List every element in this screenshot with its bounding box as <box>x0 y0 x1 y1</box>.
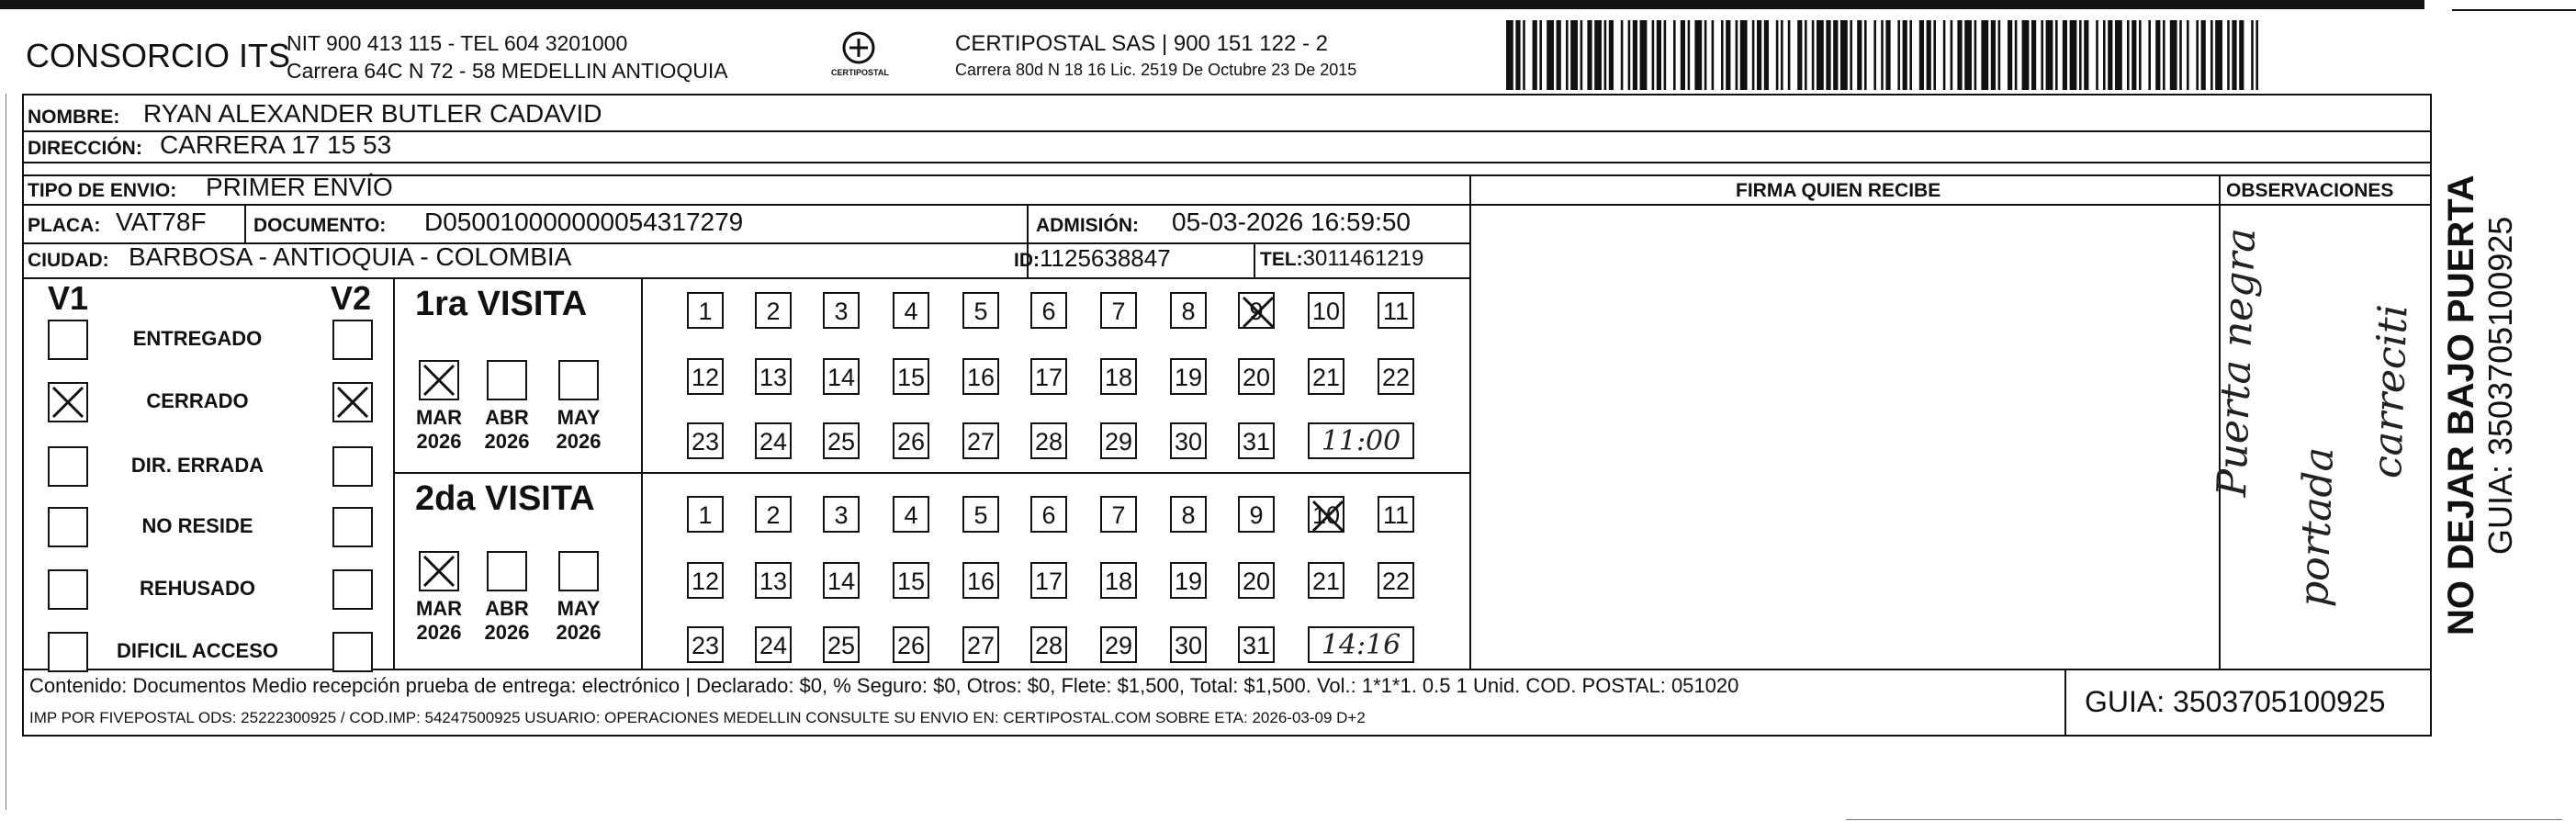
admision-label: ADMISIÓN: <box>1036 215 1139 236</box>
x-mark-icon <box>1240 294 1277 331</box>
top-border-band <box>0 0 2424 9</box>
footer-line-2: IMP POR FIVEPOSTAL ODS: 25222300925 / COD.IMP: 54247500925 USUARIO: OPERACIONES MEDELLIN CONSULTE SU ENVIO EN: CERTIPOSTAL.COM SOBRE ETA: 2026-03-09 D+2 <box>29 709 1366 726</box>
tel-divider <box>1254 242 1255 277</box>
month-checkbox[interactable] <box>558 360 599 400</box>
footer-guia: GUIA: 3503705100925 <box>2085 685 2386 718</box>
day-box[interactable]: 4 <box>893 292 929 329</box>
day-box[interactable]: 5 <box>962 496 999 533</box>
status-row-label: DIR. ERRADA <box>130 454 264 477</box>
day-box[interactable]: 10 <box>1308 292 1344 329</box>
day-box[interactable]: 8 <box>1170 292 1207 329</box>
status-v2-checkbox[interactable] <box>332 382 373 422</box>
day-box[interactable]: 2 <box>755 292 792 329</box>
day-box[interactable]: 20 <box>1238 562 1275 599</box>
day-box[interactable]: 2 <box>755 496 792 533</box>
day-box[interactable]: 14 <box>823 562 860 599</box>
day-box[interactable]: 3 <box>823 292 860 329</box>
day-box[interactable]: 13 <box>755 562 792 599</box>
status-row-label: REHUSADO <box>140 577 255 600</box>
visit-divider <box>393 472 1469 474</box>
obs-handwriting-1: Puerta negra <box>2209 227 2266 498</box>
obs-handwriting-3: carreciti <box>2364 303 2417 479</box>
day-cross-mark <box>1240 294 1277 331</box>
day-box[interactable]: 4 <box>893 496 929 533</box>
status-v2-checkbox[interactable] <box>332 507 373 547</box>
status-v2-checkbox[interactable] <box>332 446 373 487</box>
day-box[interactable]: 27 <box>962 422 999 459</box>
day-number: 10 <box>1311 501 1341 529</box>
firma-divider <box>1469 174 1471 669</box>
day-box[interactable]: 30 <box>1170 626 1207 663</box>
barcode-bars-icon <box>1506 20 2259 90</box>
status-row-label: DIFICIL ACCESO <box>116 639 278 662</box>
row-divider <box>22 204 1469 206</box>
day-box[interactable]: 22 <box>1378 562 1414 599</box>
day-cross-mark <box>1310 498 1346 534</box>
direccion-value: CARRERA 17 15 53 <box>160 130 392 159</box>
day-box[interactable]: 12 <box>687 562 724 599</box>
day-number: 9 <box>1249 298 1264 325</box>
day-box[interactable]: 9 <box>1238 496 1275 533</box>
day-box[interactable]: 23 <box>687 626 724 663</box>
certipostal-logo <box>831 28 889 83</box>
month-label: MAY <box>557 406 601 429</box>
logo-caption: CERTIPOSTAL <box>831 68 889 77</box>
month-year: 2026 <box>416 621 462 644</box>
x-mark-icon <box>334 384 371 421</box>
visit2-title: 2da VISITA <box>415 479 595 518</box>
month-label: ABR <box>485 406 529 429</box>
day-box[interactable]: 11 <box>1378 292 1414 329</box>
day-box[interactable]: 6 <box>1030 292 1067 329</box>
brand-name: CONSORCIO ITS <box>26 37 291 74</box>
day-box[interactable]: 1 <box>687 292 724 329</box>
day-box[interactable]: 16 <box>962 562 999 599</box>
status-v2-checkbox[interactable] <box>332 320 373 360</box>
day-box[interactable]: 3 <box>823 496 860 533</box>
carrier-line-1: CERTIPOSTAL SAS | 900 151 122 - 2 <box>955 31 1328 56</box>
time-box <box>1308 626 1414 663</box>
side-guia: GUIA: 3503705100925 <box>2481 216 2519 555</box>
carrier-line-2: Carrera 80d N 18 16 Lic. 2519 De Octubre 23 De 2015 <box>955 61 1357 79</box>
day-box[interactable]: 11 <box>1378 496 1414 533</box>
day-box[interactable]: 21 <box>1308 562 1344 599</box>
day-box[interactable]: 5 <box>962 292 999 329</box>
day-box[interactable]: 29 <box>1100 422 1137 459</box>
month-year: 2026 <box>416 430 462 453</box>
footer-line-1: Contenido: Documentos Medio recepción prueba de entrega: electrónico | Declarado: $0, % Seguro: $0, Otros: $0, Flete: $1,500, Total: $1,500. Vol.: 1*1*1. 0.5 1 Unid. COD. POSTAL: 051020 <box>29 674 1739 697</box>
placa-label: PLACA: <box>28 215 101 236</box>
day-box[interactable]: 19 <box>1170 358 1207 395</box>
tipo-envio-value: PRIMER ENVÍO <box>206 173 393 201</box>
day-box[interactable]: 28 <box>1030 626 1067 663</box>
day-box[interactable]: 24 <box>755 626 792 663</box>
documento-label: DOCUMENTO: <box>253 215 387 236</box>
observaciones-header: OBSERVACIONES <box>2226 180 2394 201</box>
row-divider <box>22 162 2432 163</box>
status-row-label: ENTREGADO <box>132 327 263 350</box>
nombre-value: RYAN ALEXANDER BUTLER CADAVID <box>143 99 602 128</box>
time-handwritten: 11:00 <box>1321 425 1401 457</box>
day-box[interactable]: 12 <box>687 358 724 395</box>
placa-value: VAT78F <box>116 208 207 236</box>
barcode <box>1506 20 2259 90</box>
tipo-envio-label: TIPO DE ENVIO: <box>28 180 177 201</box>
day-box[interactable]: 6 <box>1030 496 1067 533</box>
month-year: 2026 <box>556 430 602 453</box>
row-divider <box>22 277 1469 279</box>
day-box[interactable]: 1 <box>687 496 724 533</box>
day-box[interactable]: 29 <box>1100 626 1137 663</box>
status-v2-checkbox[interactable] <box>332 632 373 672</box>
day-box[interactable]: 18 <box>1100 358 1137 395</box>
row-divider <box>22 669 2432 670</box>
day-box[interactable] <box>1308 496 1344 533</box>
v2-label: V2 <box>331 279 372 317</box>
month-label: MAR <box>415 406 463 429</box>
month-checkbox[interactable] <box>419 360 459 400</box>
day-box[interactable]: 24 <box>755 422 792 459</box>
status-v2-checkbox[interactable] <box>332 569 373 610</box>
status-row-label: NO RESIDE <box>141 514 253 537</box>
firma-header: FIRMA QUIEN RECIBE <box>1736 180 1941 201</box>
right-edge-line <box>2452 9 2576 11</box>
ciudad-value: BARBOSA - ANTIOQUIA - COLOMBIA <box>129 242 572 271</box>
visit1-title: 1ra VISITA <box>415 285 588 323</box>
day-box[interactable]: 18 <box>1100 562 1137 599</box>
x-mark-icon <box>1310 498 1346 534</box>
bottom-edge-line <box>1846 819 2562 820</box>
day-box[interactable]: 27 <box>962 626 999 663</box>
day-box[interactable]: 22 <box>1378 358 1414 395</box>
nombre-label: NOMBRE: <box>28 107 120 128</box>
day-box[interactable]: 7 <box>1100 496 1137 533</box>
day-box[interactable]: 15 <box>893 358 929 395</box>
month-year: 2026 <box>484 430 530 453</box>
x-mark-icon <box>421 553 457 590</box>
month-checkbox[interactable] <box>487 360 527 400</box>
day-box[interactable]: 17 <box>1030 562 1067 599</box>
month-checkbox[interactable] <box>558 551 599 591</box>
day-box[interactable]: 8 <box>1170 496 1207 533</box>
day-box[interactable]: 23 <box>687 422 724 459</box>
month-label: MAR <box>415 597 463 620</box>
day-box[interactable]: 26 <box>893 422 929 459</box>
day-box[interactable]: 31 <box>1238 422 1275 459</box>
guia-divider <box>2064 669 2066 737</box>
tel-field: TEL:3011461219 <box>1260 246 1424 271</box>
day-box[interactable]: 21 <box>1308 358 1344 395</box>
nit-line-2: Carrera 64C N 72 - 58 MEDELLIN ANTIOQUIA <box>287 59 728 83</box>
month-year: 2026 <box>556 621 602 644</box>
day-box[interactable]: 16 <box>962 358 999 395</box>
row-divider <box>1469 204 2432 206</box>
admision-value: 05-03-2026 16:59:50 <box>1172 208 1411 236</box>
side-warning: NO DEJAR BAJO PUERTA <box>2441 174 2481 635</box>
month-label: ABR <box>485 597 529 620</box>
day-box[interactable]: 17 <box>1030 358 1067 395</box>
month-year: 2026 <box>484 621 530 644</box>
nit-line-1: NIT 900 413 115 - TEL 604 3201000 <box>287 31 628 55</box>
day-box[interactable]: 25 <box>823 626 860 663</box>
month-checkbox[interactable] <box>487 551 527 591</box>
day-box[interactable]: 15 <box>893 562 929 599</box>
time-box <box>1308 422 1414 459</box>
day-box[interactable]: 28 <box>1030 422 1067 459</box>
placa-divider <box>244 204 246 242</box>
day-box[interactable]: 26 <box>893 626 929 663</box>
status-row-label: CERRADO <box>146 389 249 412</box>
day-box[interactable]: 19 <box>1170 562 1207 599</box>
day-box[interactable]: 30 <box>1170 422 1207 459</box>
id-field: ID:1125638847 <box>1014 244 1171 272</box>
month-checkbox[interactable] <box>419 551 459 591</box>
day-box[interactable] <box>1238 292 1275 329</box>
day-box[interactable]: 25 <box>823 422 860 459</box>
day-box[interactable]: 31 <box>1238 626 1275 663</box>
day-box[interactable]: 20 <box>1238 358 1275 395</box>
day-box[interactable]: 7 <box>1100 292 1137 329</box>
documento-value: D050010000000054317279 <box>424 208 744 236</box>
day-box[interactable]: 13 <box>755 358 792 395</box>
v1-label: V1 <box>48 279 89 317</box>
obs-handwriting-2: portada <box>2290 446 2344 608</box>
day-box[interactable]: 14 <box>823 358 860 395</box>
time-handwritten: 14:16 <box>1321 629 1401 661</box>
ciudad-label: CIUDAD: <box>28 250 109 271</box>
direccion-label: DIRECCIÓN: <box>28 138 142 159</box>
x-mark-icon <box>421 362 457 399</box>
month-label: MAY <box>557 597 601 620</box>
